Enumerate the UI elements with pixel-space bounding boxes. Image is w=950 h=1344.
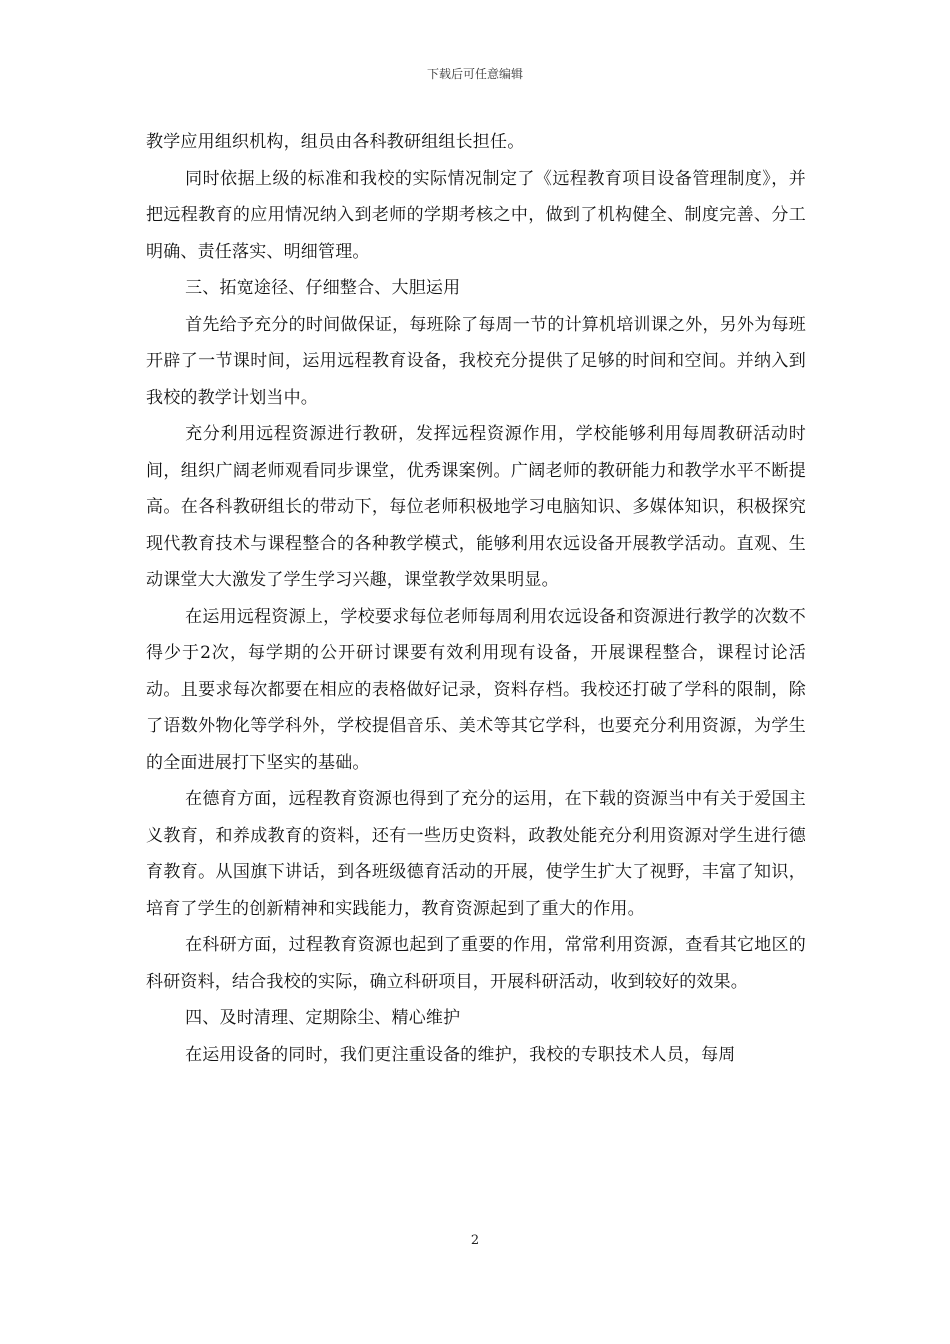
paragraph-7: 在德育方面，远程教育资源也得到了充分的运用，在下载的资源当中有关于爱国主义教育，和养成教育的资料，还有一些历史资料，政教处能充分利用资源对学生进行德育教育。从国旗下讲话，到各班级德育活动的开展，使学生扩大了视野，丰富了知识，培育了学生的创新精神和实践能力，教育资源起到了重大的作用。 [146, 789, 806, 919]
page-header: 下载后可任意编辑 [426, 67, 523, 81]
section-heading-4: 四、及时清理、定期除尘、精心维护 [185, 1008, 461, 1028]
paragraph-8: 在科研方面，过程教育资源也起到了重要的作用，常常利用资源，查看其它地区的科研资料，结合我校的实际，确立科研项目，开展科研活动，收到较好的效果。 [146, 935, 806, 992]
document-body [146, 124, 806, 1073]
paragraph-10: 在运用设备的同时，我们更注重设备的维护，我校的专职技术人员，每周 [185, 1044, 736, 1065]
paragraph-2: 同时依据上级的标准和我校的实际情况制定了《远程教育项目设备管理制度》，并把远程教育的应用情况纳入到老师的学期考核之中，做到了机构健全、制度完善、分工明确、责任落实、明细管理。 [146, 168, 806, 262]
paragraph-5: 充分利用远程资源进行教研，发挥远程资源作用，学校能够利用每周教研活动时间，组织广阔老师观看同步课堂，优秀课案例。广阔老师的教研能力和教学水平不断提高。在各科教研组长的带动下，每位老师积极地学习电脑知识、多媒体知识，积极探究现代教育技术与课程整合的各种教学模式，能够利用农远设备开展教学活动。直观、生动课堂大大激发了学生学习兴趣，课堂教学效果明显。 [146, 424, 806, 590]
paragraph-1: 教学应用组织机构，组员由各科教研组组长担任。 [146, 132, 525, 152]
paragraph-6: 在运用远程资源上，学校要求每位老师每周利用农远设备和资源进行教学的次数不得少于2次，每学期的公开研讨课要有效利用现有设备，开展课程整合，课程讨论活动。且要求每次都要在相应的表格做好记录，资料存档。我校还打破了学科的限制，除了语数外物化等学科外，学校提倡音乐、美术等其它学科，也要充分利用资源，为学生的全面进展打下坚实的基础。 [146, 606, 806, 773]
paragraph-4: 首先给予充分的时间做保证，每班除了每周一节的计算机培训课之外，另外为每班开辟了一节课时间，运用远程教育设备，我校充分提供了足够的时间和空间。并纳入到我校的教学计划当中。 [146, 314, 806, 408]
section-heading-3: 三、拓宽途径、仔细整合、大胆运用 [185, 278, 461, 298]
page-number: 2 [470, 1233, 480, 1248]
